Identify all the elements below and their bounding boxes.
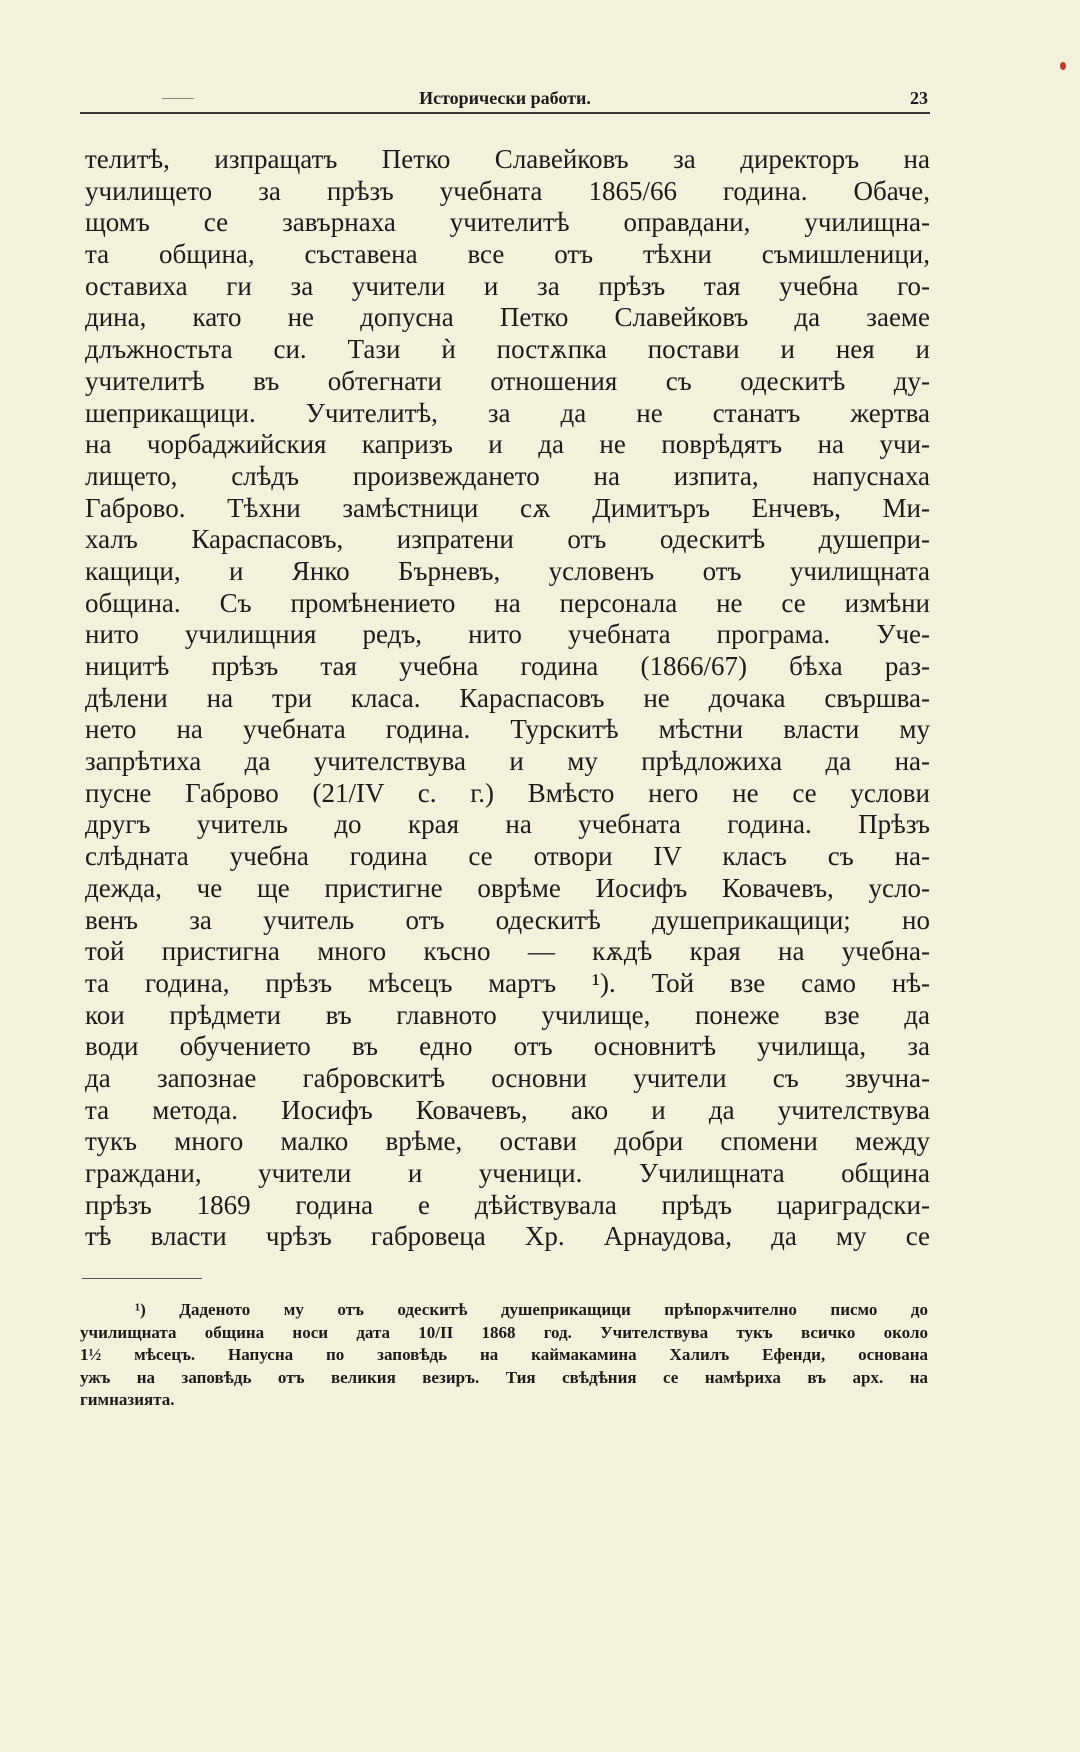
footnotes (80, 1299, 928, 1412)
text-line: та община, съставена все отъ тѣхни съмишленици, (85, 239, 930, 270)
text-line: нето на учебната година. Турскитѣ мѣстни власти му (85, 714, 930, 745)
text-line: учителитѣ въ обтегнати отношения съ одескитѣ ду- (85, 365, 930, 396)
text-line: длъжностьта си. Тази ѝ постѫпка постави и нея и (85, 334, 930, 365)
text-line: прѣзъ 1869 година е дѣйствувала прѣдъ цариградски- (85, 1189, 930, 1220)
text-line: води обучението въ едно отъ основнитѣ училища, за (85, 1031, 930, 1062)
text-line: лището, слѣдъ произвеждането на изпита, напуснаха (85, 460, 930, 491)
text-line: кои прѣдмети въ главното училище, понеже взе да (85, 999, 930, 1030)
text-line: пусне Габрово (21/IV с. г.) Вмѣсто него не се услови (85, 777, 930, 808)
text-line: шеприкащици. Учителитѣ, за да не станатъ жертва (85, 397, 930, 428)
text-line: ницитѣ прѣзъ тая учебна година (1866/67) бѣха раз- (85, 651, 930, 681)
footnote-separator (82, 1278, 202, 1279)
text-line: запрѣтиха да учителствува и му прѣдложиха да на- (85, 746, 930, 777)
text-line: та година, прѣзъ мѣсецъ мартъ ¹). Той взе само нѣ- (85, 967, 930, 998)
text-line: дежда, че ще пристигне оврѣме Иосифъ Ковачевъ, усло- (85, 872, 930, 903)
footnote-line: ужъ на заповѣдь отъ великия везиръ. Тия свѣдѣния се намѣриха въ арх. на (80, 1367, 928, 1387)
text-line: училището за прѣзъ учебната 1865/66 година. Обаче, (85, 175, 930, 206)
text-line: дина, като не допусна Петко Славейковъ да заеме (85, 302, 930, 333)
text-line: дѣлени на три класа. Караспасовъ не дочака свършва- (85, 682, 930, 713)
ink-spot (1060, 62, 1066, 70)
text-line: на чорбаджийския капризъ и да не поврѣдятъ на учи- (85, 429, 930, 460)
text-line: халъ Караспасовъ, изпратени отъ одескитѣ душепри- (85, 524, 930, 555)
text-line: община. Съ промѣнението на персонала не се измѣни (85, 587, 930, 618)
text-line: тукъ много малко врѣме, остави добри спомени между (85, 1126, 930, 1157)
text-line: оставиха ги за учители и за прѣзъ тая учебна го- (85, 270, 930, 301)
text-line: тѣ власти чрѣзъ габровеца Хр. Арнаудова, да му се (85, 1221, 930, 1252)
page-number: 23 (910, 88, 928, 108)
text-line: венъ за учитель отъ одескитѣ душеприкащици; но (85, 904, 930, 935)
footnote-line: училищната община носи дата 10/II 1868 год. Учителствува тукъ всичко около (80, 1322, 928, 1342)
text-line: другъ учитель до края на учебната година. Прѣзъ (85, 809, 930, 840)
text-line: та метода. Иосифъ Ковачевъ, ако и да учителствува (85, 1094, 930, 1125)
body-text (85, 144, 930, 1253)
text-line: граждани, учители и ученици. Училищната община (85, 1158, 930, 1188)
footnote-line: 1½ мѣсецъ. Напусна по заповѣдь на каймакамина Халилъ Ефенди, основана (80, 1345, 928, 1364)
text-line: телитѣ, изпращатъ Петко Славейковъ за директоръ на (85, 144, 930, 174)
text-line: щомъ се завърнаха учителитѣ оправдани, училищна- (85, 207, 930, 238)
text-line: слѣдната учебна година се отвори IV класъ съ на- (85, 841, 930, 872)
text-line: той пристигна много късно — кѫдѣ края на учебна- (85, 936, 930, 967)
text-line: да запознае габровскитѣ основни учители съ звучна- (85, 1062, 930, 1093)
running-header (80, 82, 930, 114)
footnote-line: ¹) Даденото му отъ одескитѣ душеприкащици прѣпорѫчително писмо до (135, 1300, 928, 1319)
text-line: кащици, и Янко Бърневъ, условенъ отъ училищната (85, 555, 930, 586)
footnote-line: гимназията. (80, 1390, 175, 1409)
text-line: нито училищния редъ, нито учебната програма. Уче- (85, 619, 930, 650)
text-line: Габрово. Тѣхни замѣстници сѫ Димитъръ Енчевъ, Ми- (85, 492, 930, 523)
running-title: Исторически работи. (419, 88, 591, 108)
